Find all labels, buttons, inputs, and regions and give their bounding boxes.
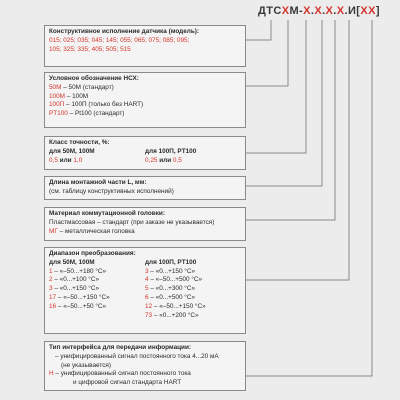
list-item (49, 276, 145, 285)
model-title: Конструктивное исполнение датчика (модель): (49, 28, 200, 35)
nsh-desc: – 50М (стандарт) (61, 83, 114, 91)
code-x1: X (281, 5, 290, 17)
range-code: 73 (145, 311, 153, 319)
accuracy-col1-head: для 50М, 100М (49, 147, 95, 155)
code-xx: XX (360, 5, 376, 17)
interface-line-1: – унифицированный сигнал постоянного тока 4...20 мА (55, 352, 219, 360)
code-bracket-close: ] (375, 5, 380, 17)
nsh-desc: – Pt100 (стандарт) (67, 110, 125, 118)
code-d1: . (310, 5, 315, 17)
range-col2-head: для 100П, PT100 (145, 258, 197, 266)
accuracy-col2-or: или (157, 156, 173, 164)
code-x5: X (336, 5, 345, 17)
code-d2: . (322, 5, 326, 17)
nsh-code: 50М (49, 83, 62, 91)
range-desc: – «–50...+150 °С» (56, 294, 110, 302)
code-bracket-open: [ (356, 5, 361, 17)
head-desc-2: – металлическая головка (57, 227, 135, 235)
range-desc: – «0...+150 °С» (148, 267, 195, 275)
range-desc: – «–50...+150 °С» (152, 302, 206, 310)
list-item (49, 101, 241, 110)
range-desc: – «0...+500 °С» (148, 294, 195, 302)
nsh-box (44, 72, 246, 128)
model-line-2: 105; 325; 335; 405; 505; 515 (49, 45, 131, 53)
range-desc: – «–50...+500 °С» (148, 276, 203, 284)
model-code (258, 5, 380, 17)
range-code: 4 (145, 276, 149, 284)
length-note: (см. таблицу конструктивных исполнений) (49, 187, 174, 195)
range-desc: – «0...+100 °С» (52, 276, 99, 284)
code-i: .И (344, 5, 357, 17)
length-box (44, 176, 246, 200)
model-line-1: 015; 025; 035; 045; 145; 055; 065; 075; 085; 095; (49, 36, 190, 44)
nsh-desc: – 100П (только без HART) (64, 101, 144, 109)
range-code: 3 (49, 285, 53, 293)
nsh-title: Условное обозначение НСХ: (49, 75, 139, 82)
accuracy-box (44, 136, 246, 170)
list-item (145, 285, 241, 294)
interface-box (44, 341, 246, 391)
nsh-code: PT100 (49, 110, 68, 118)
interface-desc-2b: и цифровой сигнал стандарта HART (73, 379, 182, 387)
list-item (145, 312, 241, 321)
range-code: 1 (49, 267, 53, 275)
length-title: Длина монтажной части L, мм: (49, 179, 147, 186)
range-code: 16 (49, 302, 57, 310)
interface-desc-2: – унифицированный сигнал постоянного тока (53, 370, 191, 378)
range-desc: – «–50...+50 °С» (56, 302, 107, 310)
accuracy-col2-head: для 100П, PT100 (145, 147, 197, 155)
code-x3: X (314, 5, 323, 17)
range-desc: – «0...+300 °С» (148, 285, 195, 293)
code-prefix: ДТС (258, 5, 282, 17)
model-box (44, 25, 246, 67)
code-d3: . (333, 5, 337, 17)
range-desc: – «–50...+180 °С» (52, 267, 107, 275)
accuracy-col1-b: 1,0 (73, 156, 83, 164)
code-m: М- (289, 5, 304, 17)
list-item (49, 285, 145, 294)
list-item (49, 84, 241, 93)
range-title: Диапазон преобразования: (49, 250, 136, 257)
head-title: Материал коммутационной головки: (49, 210, 165, 217)
range-col1-head: для 50М, 100М (49, 258, 95, 266)
range-code: 3 (145, 267, 149, 275)
list-item (49, 110, 241, 119)
range-code: 12 (145, 302, 153, 310)
range-code: 5 (145, 285, 149, 293)
head-line-1: Пластмассовая – стандарт (при заказе не указывается) (49, 218, 215, 226)
range-code: 2 (49, 276, 53, 284)
interface-title: Тип интерфейса для передачи информации: (49, 344, 192, 351)
list-item (145, 303, 241, 312)
nsh-code: 100П (49, 101, 65, 109)
list-item (49, 294, 145, 303)
accuracy-col2-b: 0,5 (172, 156, 182, 164)
range-desc: – «0...+150 °С» (52, 285, 99, 293)
nsh-desc: – 100М (65, 92, 89, 100)
interface-code-2: Н (49, 370, 54, 378)
accuracy-col1-a: 0,5 (49, 156, 58, 164)
interface-line-1b: (не указывается) (61, 361, 111, 369)
range-code: 17 (49, 294, 57, 302)
code-x2: X (303, 5, 311, 17)
accuracy-col2-a: 0,25 (145, 156, 158, 164)
accuracy-col1-or: или (57, 156, 74, 164)
range-box (44, 247, 246, 334)
accuracy-title: Класс точности, %: (49, 139, 110, 146)
range-code: 6 (145, 294, 149, 302)
list-item (145, 294, 241, 303)
head-box (44, 207, 246, 241)
list-item (145, 276, 241, 285)
nsh-code: 100М (49, 92, 65, 100)
range-desc: – «0...+200 °С» (152, 311, 199, 319)
head-code-2: МГ (49, 227, 58, 235)
code-x4: X (325, 5, 334, 17)
list-item (49, 303, 145, 312)
